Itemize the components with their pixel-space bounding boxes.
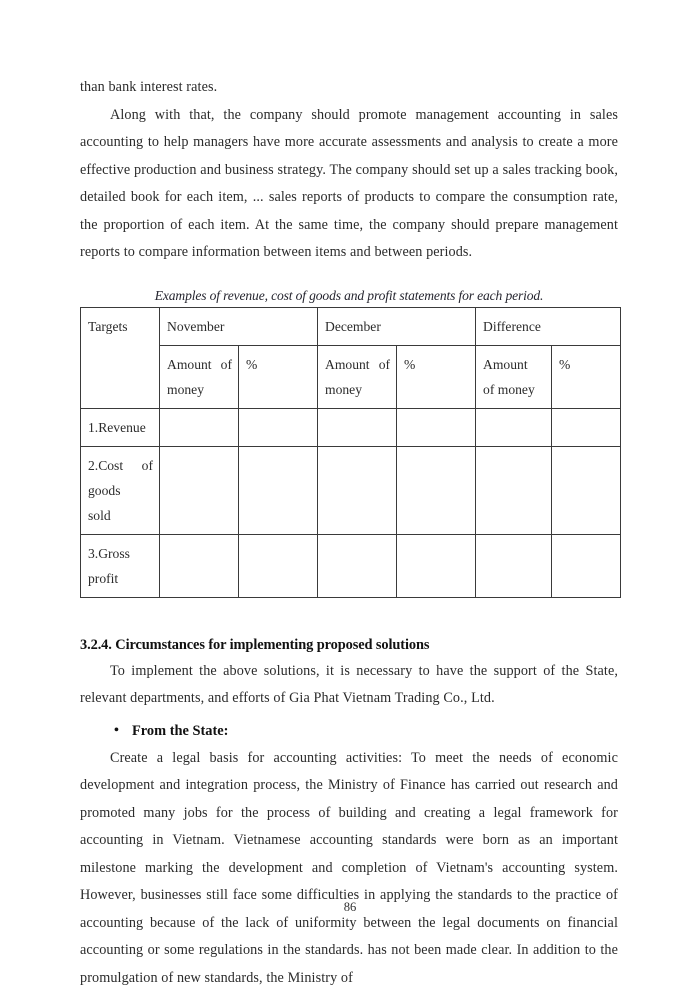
table-header-december: December	[318, 307, 476, 345]
cell-nov-pct	[239, 446, 318, 534]
amount-dec-line2: money	[325, 377, 390, 402]
cell-dec-pct	[397, 446, 476, 534]
list-item	[80, 717, 618, 745]
amount-nov-line1: Amount of	[167, 357, 232, 372]
cell-diff-amount	[476, 446, 552, 534]
bullet-list	[80, 717, 618, 745]
table-header-november: November	[160, 307, 318, 345]
table-header-november-amount	[160, 345, 239, 408]
cell-diff-pct	[552, 534, 621, 597]
cell-nov-amount	[160, 408, 239, 446]
amount-nov-line2: money	[167, 377, 232, 402]
cell-diff-amount	[476, 534, 552, 597]
cell-dec-amount	[318, 534, 397, 597]
row-label-line1: 1.Revenue	[88, 415, 153, 440]
paragraph-implement-solutions: To implement the above solutions, it is necessary to have the support of the State, relevant departments, and efforts of Gia Phat Vietnam Trading Co., Ltd.	[80, 658, 618, 713]
cell-nov-amount	[160, 534, 239, 597]
cell-nov-pct	[239, 534, 318, 597]
page-content	[80, 74, 618, 992]
cell-dec-amount	[318, 408, 397, 446]
table-row	[81, 534, 621, 597]
paragraph-continuation: than bank interest rates.	[80, 74, 618, 102]
table-row	[81, 408, 621, 446]
amount-dec-line1: Amount of	[325, 357, 390, 372]
table-header-december-percent: %	[397, 345, 476, 408]
cell-diff-pct	[552, 446, 621, 534]
table-header-targets: Targets	[81, 307, 160, 408]
row-label-line1: 3.Gross	[88, 541, 153, 566]
amount-diff-line2: of money	[483, 377, 545, 402]
row-label-cost-of-goods-sold	[81, 446, 160, 534]
table-caption: Examples of revenue, cost of goods and profit statements for each period.	[88, 289, 610, 305]
row-label-line1: 2.Cost of	[88, 458, 153, 473]
cell-diff-amount	[476, 408, 552, 446]
row-label-gross-profit	[81, 534, 160, 597]
table-header-november-percent: %	[239, 345, 318, 408]
table-header-difference-amount	[476, 345, 552, 408]
table-header-row-measures	[81, 345, 621, 408]
paragraph-management-accounting: Along with that, the company should promote management accounting in sales accounting to help managers have more accurate assessments and analysis to create a more effective production and business strategy. The company should set up a sales tracking book, detailed book for each item, ... sales reports of products to compare the consumption rate, the proportion of each item. At the same time, the company should prepare management reports to compare information between items and between periods.	[80, 102, 618, 267]
cell-dec-amount	[318, 446, 397, 534]
table-header-december-amount	[318, 345, 397, 408]
paragraph-from-the-state: Create a legal basis for accounting activities: To meet the needs of economic development and integration process, the Ministry of Finance has carried out research and promoted many jobs for the process of building and creating a legal framework for accounting in Vietnam. Vietnamese accounting standards were born as an important milestone marking the development and completion of Vietnam's accounting system. However, businesses still face some difficulties in applying the standards to the practice of accounting because of the lack of uniformity between the legal documents on financial accounting or some regulations in the standards. has not been made clear. In addition to the promulgation of new standards, the Ministry of	[80, 745, 618, 992]
table-header-row-periods	[81, 307, 621, 345]
bullet-label: From the State:	[132, 723, 228, 739]
amount-diff-line1: Amount	[483, 352, 545, 377]
table-header-difference: Difference	[476, 307, 621, 345]
cell-dec-pct	[397, 408, 476, 446]
cell-nov-amount	[160, 446, 239, 534]
row-label-line2: goods	[88, 478, 153, 503]
row-label-line2: profit	[88, 566, 153, 591]
cell-diff-pct	[552, 408, 621, 446]
table-header-difference-percent: %	[552, 345, 621, 408]
row-label-revenue	[81, 408, 160, 446]
revenue-cost-profit-table	[80, 307, 621, 598]
row-label-line3: sold	[88, 503, 153, 528]
section-heading-3-2-4: 3.2.4. Circumstances for implementing proposed solutions	[80, 632, 618, 658]
cell-nov-pct	[239, 408, 318, 446]
cell-dec-pct	[397, 534, 476, 597]
page-number: 86	[0, 900, 700, 915]
table-row	[81, 446, 621, 534]
bullet-icon: •	[114, 717, 119, 745]
